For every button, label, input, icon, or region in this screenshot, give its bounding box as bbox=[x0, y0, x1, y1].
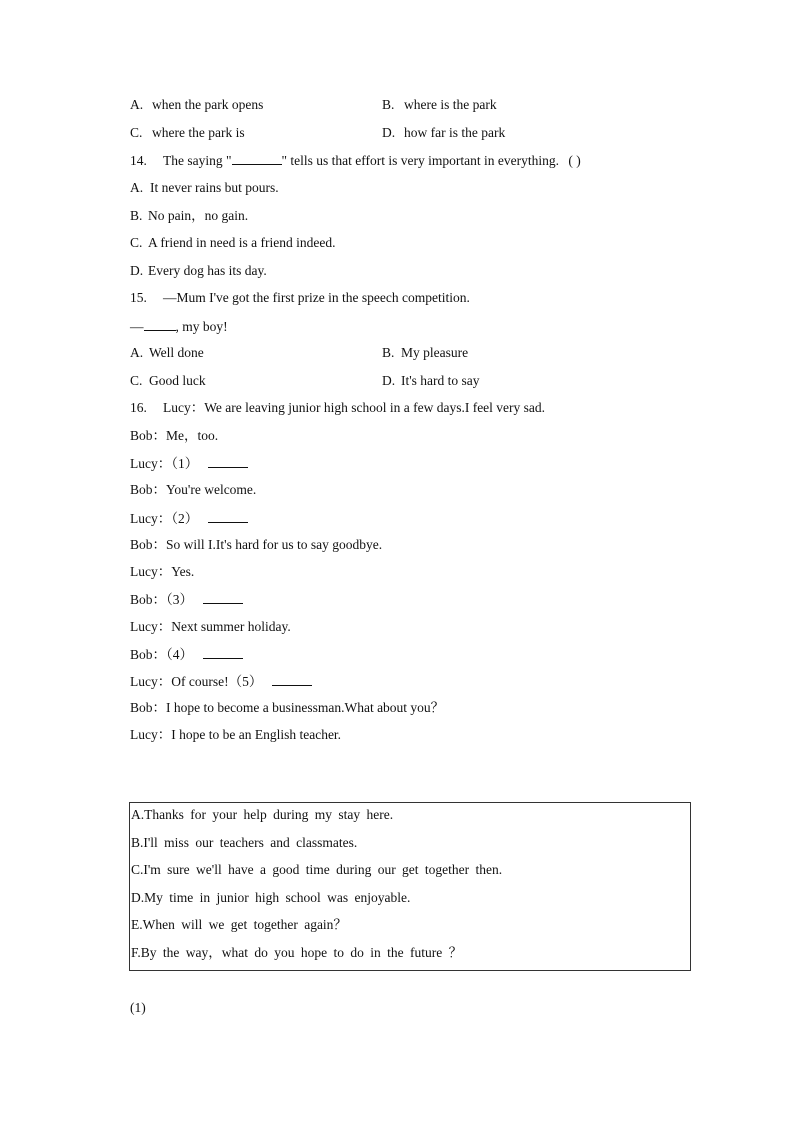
q16-dialogue-line: Bob：（3） bbox=[130, 590, 243, 609]
q16-choice-c: C.I'm sure we'll have a good time during our get together then. bbox=[131, 862, 503, 877]
q16-dialogue-line: Bob：You're welcome. bbox=[130, 482, 257, 497]
q16-blank-2 bbox=[208, 509, 248, 523]
q16-blank-1 bbox=[208, 454, 248, 468]
q16-dialogue-line: Lucy：（1） bbox=[130, 454, 248, 473]
q15-blank bbox=[144, 317, 176, 331]
q16-dialogue-line: Bob：I hope to become a businessman.What about you？ bbox=[130, 700, 445, 715]
q16-dialogue-line: Bob：So will I.It's hard for us to say goodbye. bbox=[130, 537, 383, 552]
q13-option-c: C. where the park is bbox=[130, 125, 245, 140]
q15-option-c: C. Good luck bbox=[130, 373, 206, 388]
q14-option-a: A. It never rains but pours. bbox=[130, 180, 279, 195]
q16-choice-e: E.When will we get together again？ bbox=[131, 917, 347, 932]
q15-option-b: B. My pleasure bbox=[382, 345, 469, 360]
q16-dialogue-line: Lucy：（2） bbox=[130, 509, 248, 528]
q15-option-a: A. Well done bbox=[130, 345, 204, 360]
q16-dialogue-line: 16. Lucy：We are leaving junior high school in a few days.I feel very sad. bbox=[130, 400, 546, 415]
q13-option-row-2 bbox=[130, 124, 690, 142]
q14-answer-paren: ( ) bbox=[568, 153, 581, 168]
q16-dialogue-line: Bob：Me，too. bbox=[130, 428, 219, 443]
q16-dialogue-line: Bob：（4） bbox=[130, 645, 243, 664]
q15-option-row-2 bbox=[130, 372, 690, 390]
q15-option-row-1 bbox=[130, 344, 690, 362]
q16-blank-3 bbox=[203, 590, 243, 604]
answer-label-1: (1) bbox=[130, 1000, 146, 1015]
q16-dialogue-line: Lucy：I hope to be an English teacher. bbox=[130, 727, 342, 742]
q16-dialogue-line: Lucy：Next summer holiday. bbox=[130, 619, 291, 634]
q15-stem: 15. —Mum I've got the first prize in the speech competition. bbox=[130, 290, 470, 305]
q14-stem: 14. The saying " " tells us that effort is very important in everything. ( ) bbox=[130, 153, 581, 168]
q16-choice-f: F.By the way，what do you hope to do in the future ？ bbox=[131, 945, 463, 960]
q16-choice-a: A.Thanks for your help during my stay here. bbox=[131, 807, 394, 822]
q16-blank-4 bbox=[203, 645, 243, 659]
q16-choice-b: B.I'll miss our teachers and classmates. bbox=[131, 835, 358, 850]
q16-dialogue-line: Lucy：Yes. bbox=[130, 564, 195, 579]
q14-blank bbox=[232, 151, 282, 165]
q14-option-d: D. Every dog has its day. bbox=[130, 263, 267, 278]
q14-option-b: B. No pain，no gain. bbox=[130, 208, 249, 223]
q13-option-d: D. how far is the park bbox=[382, 125, 506, 140]
q15-response: — , my boy! bbox=[130, 319, 228, 334]
q16-dialogue-line: Lucy：Of course!（5） bbox=[130, 672, 312, 691]
q16-blank-5 bbox=[272, 672, 312, 686]
q16-choice-d: D.My time in junior high school was enjoyable. bbox=[131, 890, 411, 905]
q13-option-a: A. when the park opens bbox=[130, 97, 264, 112]
q14-option-c: C. A friend in need is a friend indeed. bbox=[130, 235, 336, 250]
q15-option-d: D. It's hard to say bbox=[382, 373, 480, 388]
q13-option-row-1 bbox=[130, 96, 690, 114]
q16-choices-box bbox=[129, 802, 691, 971]
q13-option-b: B. where is the park bbox=[382, 97, 497, 112]
